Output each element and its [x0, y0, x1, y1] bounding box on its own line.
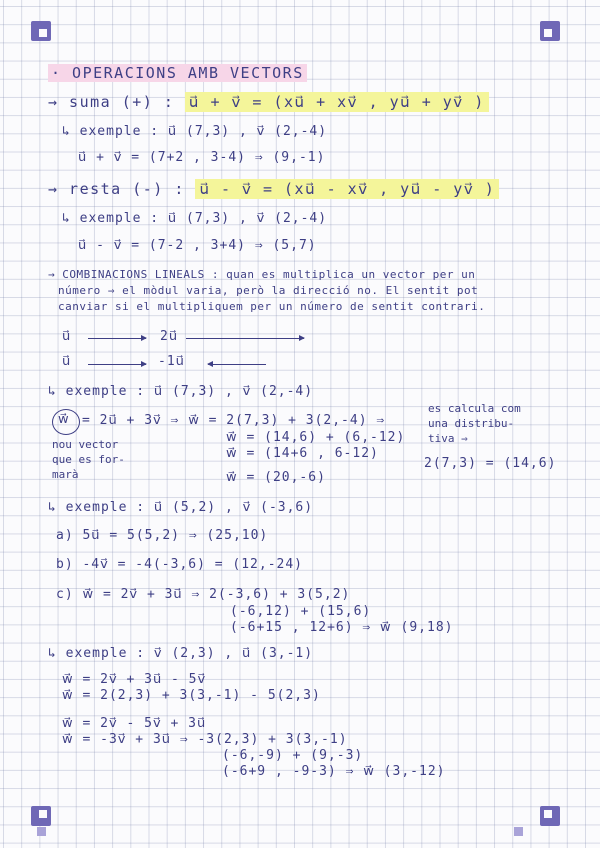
- example-3-step-2: w⃗ = 2(2,3) + 3(3,-1) - 5(2,3): [62, 688, 321, 703]
- combinacio-result: w⃗ = (20,-6): [226, 470, 326, 485]
- example-3-step-3: w⃗ = 2v⃗ - 5v⃗ + 3u⃗: [62, 716, 207, 731]
- vector-u-arrow: [88, 338, 146, 339]
- combinacio-step-1: = 2u⃗ + 3v⃗ ⇒ w⃗ = 2(7,3) + 3(2,-4) ⇒: [82, 413, 386, 428]
- page-title: · OPERACIONS AMB VECTORS: [48, 64, 307, 82]
- example-2-header: ↳ exemple : u⃗ (5,2) , v⃗ (-3,6): [48, 500, 314, 515]
- resta-result: u⃗ - v⃗ = (7-2 , 3+4) ⇒ (5,7): [78, 238, 317, 253]
- combinacions-text-2: número ⇒ el mòdul varia, però la direcció no. El sentit pot: [58, 284, 479, 297]
- example-2-b: b) -4v⃗ = -4(-3,6) = (12,-24): [56, 557, 304, 572]
- vector-minus-u-arrow: [208, 364, 266, 365]
- corner-mark-bottom-left: [31, 806, 51, 826]
- side-note-right: es calcula com una distribu- tiva ⇒: [428, 402, 521, 445]
- example-3-step-1: w⃗ = 2v⃗ + 3u⃗ - 5v⃗: [62, 672, 207, 687]
- vector-u-label-2: u⃗: [62, 354, 72, 369]
- example-3-result: (-6+9 , -9-3) ⇒ w⃗ (3,-12): [222, 764, 446, 779]
- side-example: 2(7,3) = (14,6): [424, 456, 557, 471]
- example-3-step-4: w⃗ = -3v⃗ + 3u⃗ ⇒ -3(2,3) + 3(3,-1): [62, 732, 348, 747]
- example-2-a: a) 5u⃗ = 5(5,2) ⇒ (25,10): [56, 528, 269, 543]
- combinacions-text-3: canviar si el multipliquem per un número de sentit contrari.: [58, 300, 486, 313]
- combinacions-heading: → COMBINACIONS LINEALS : quan es multiplica un vector per un: [48, 268, 476, 281]
- suma-definition: → suma (+) : u⃗ + v⃗ = (xu⃗ + xv⃗ , yu⃗ + yv⃗ ): [48, 93, 489, 111]
- vector-2u-label: 2u⃗: [160, 329, 179, 344]
- combinacio-step-3: w⃗ = (14+6 , 6-12): [226, 446, 379, 461]
- combinacio-step-2: w⃗ = (14,6) + (6,-12): [226, 430, 406, 445]
- bottom-tick-left: [37, 827, 46, 836]
- bottom-tick-right: [514, 827, 523, 836]
- vector-u-label: u⃗: [62, 329, 72, 344]
- suma-example: ↳ exemple : u⃗ (7,3) , v⃗ (2,-4): [62, 124, 328, 139]
- example-2-c-step-2: (-6,12) + (15,6): [230, 604, 372, 619]
- example-3-step-5: (-6,-9) + (9,-3): [222, 748, 364, 763]
- vector-2u-arrow: [186, 338, 304, 339]
- example-3-header: ↳ exemple : v⃗ (2,3) , u⃗ (3,-1): [48, 646, 314, 661]
- example-2-c: c) w⃗ = 2v⃗ + 3u⃗ ⇒ 2(-3,6) + 3(5,2): [56, 587, 351, 602]
- corner-mark-bottom-right: [540, 806, 560, 826]
- resta-example: ↳ exemple : u⃗ (7,3) , v⃗ (2,-4): [62, 211, 328, 226]
- corner-mark-top-left: [31, 21, 51, 41]
- resta-definition: → resta (-) : u⃗ - v⃗ = (xu⃗ - xv⃗ , yu⃗ - yv⃗ ): [48, 180, 499, 198]
- circled-w-label: w⃗: [58, 412, 70, 427]
- example-2-c-step-3: (-6+15 , 12+6) ⇒ w⃗ (9,18): [230, 620, 454, 635]
- combinacio-example: ↳ exemple : u⃗ (7,3) , v⃗ (2,-4): [48, 384, 314, 399]
- corner-mark-top-right: [540, 21, 560, 41]
- side-note-left: nou vector que es for- marà: [52, 438, 125, 481]
- suma-result: u⃗ + v⃗ = (7+2 , 3-4) ⇒ (9,-1): [78, 150, 326, 165]
- vector-minus-u-label: -1u⃗: [158, 354, 185, 369]
- vector-u-arrow-2: [88, 364, 146, 365]
